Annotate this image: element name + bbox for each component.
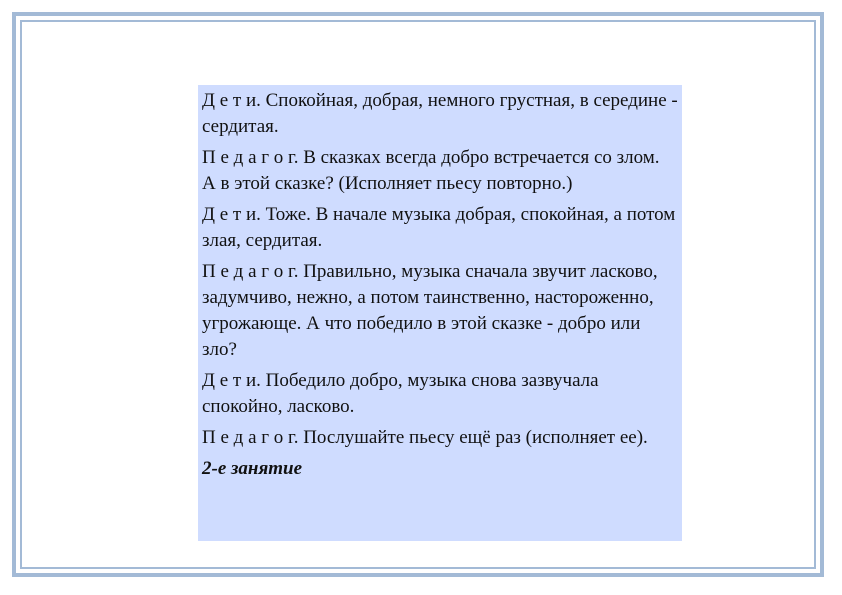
paragraph-teacher-3: П е д а г о г. Послушайте пьесу ещё раз (исполняет ее). xyxy=(202,427,648,448)
paragraph-children-1: Д е т и. Спокойная, добрая, немного грустная, в середине - сердитая. xyxy=(202,90,678,137)
dialogue-text-block xyxy=(198,85,682,541)
paragraph-children-3: Д е т и. Победило добро, музыка снова зазвучала спокойно, ласково. xyxy=(202,370,599,417)
paragraph-children-2: Д е т и. Тоже. В начале музыка добрая, спокойная, а потом злая, сердитая. xyxy=(202,204,676,251)
paragraph-teacher-1: П е д а г о г. В сказках всегда добро встречается со злом. А в этой сказке? (Исполняет пьесу повторно.) xyxy=(202,147,660,194)
section-heading: 2-е занятие xyxy=(202,458,303,479)
paragraph-teacher-2: П е д а г о г. Правильно, музыка сначала звучит ласково, задумчиво, нежно, а потом таинственно, настороженно, угрожающе. А что победило в этой сказке - добро или зло? xyxy=(202,261,658,360)
